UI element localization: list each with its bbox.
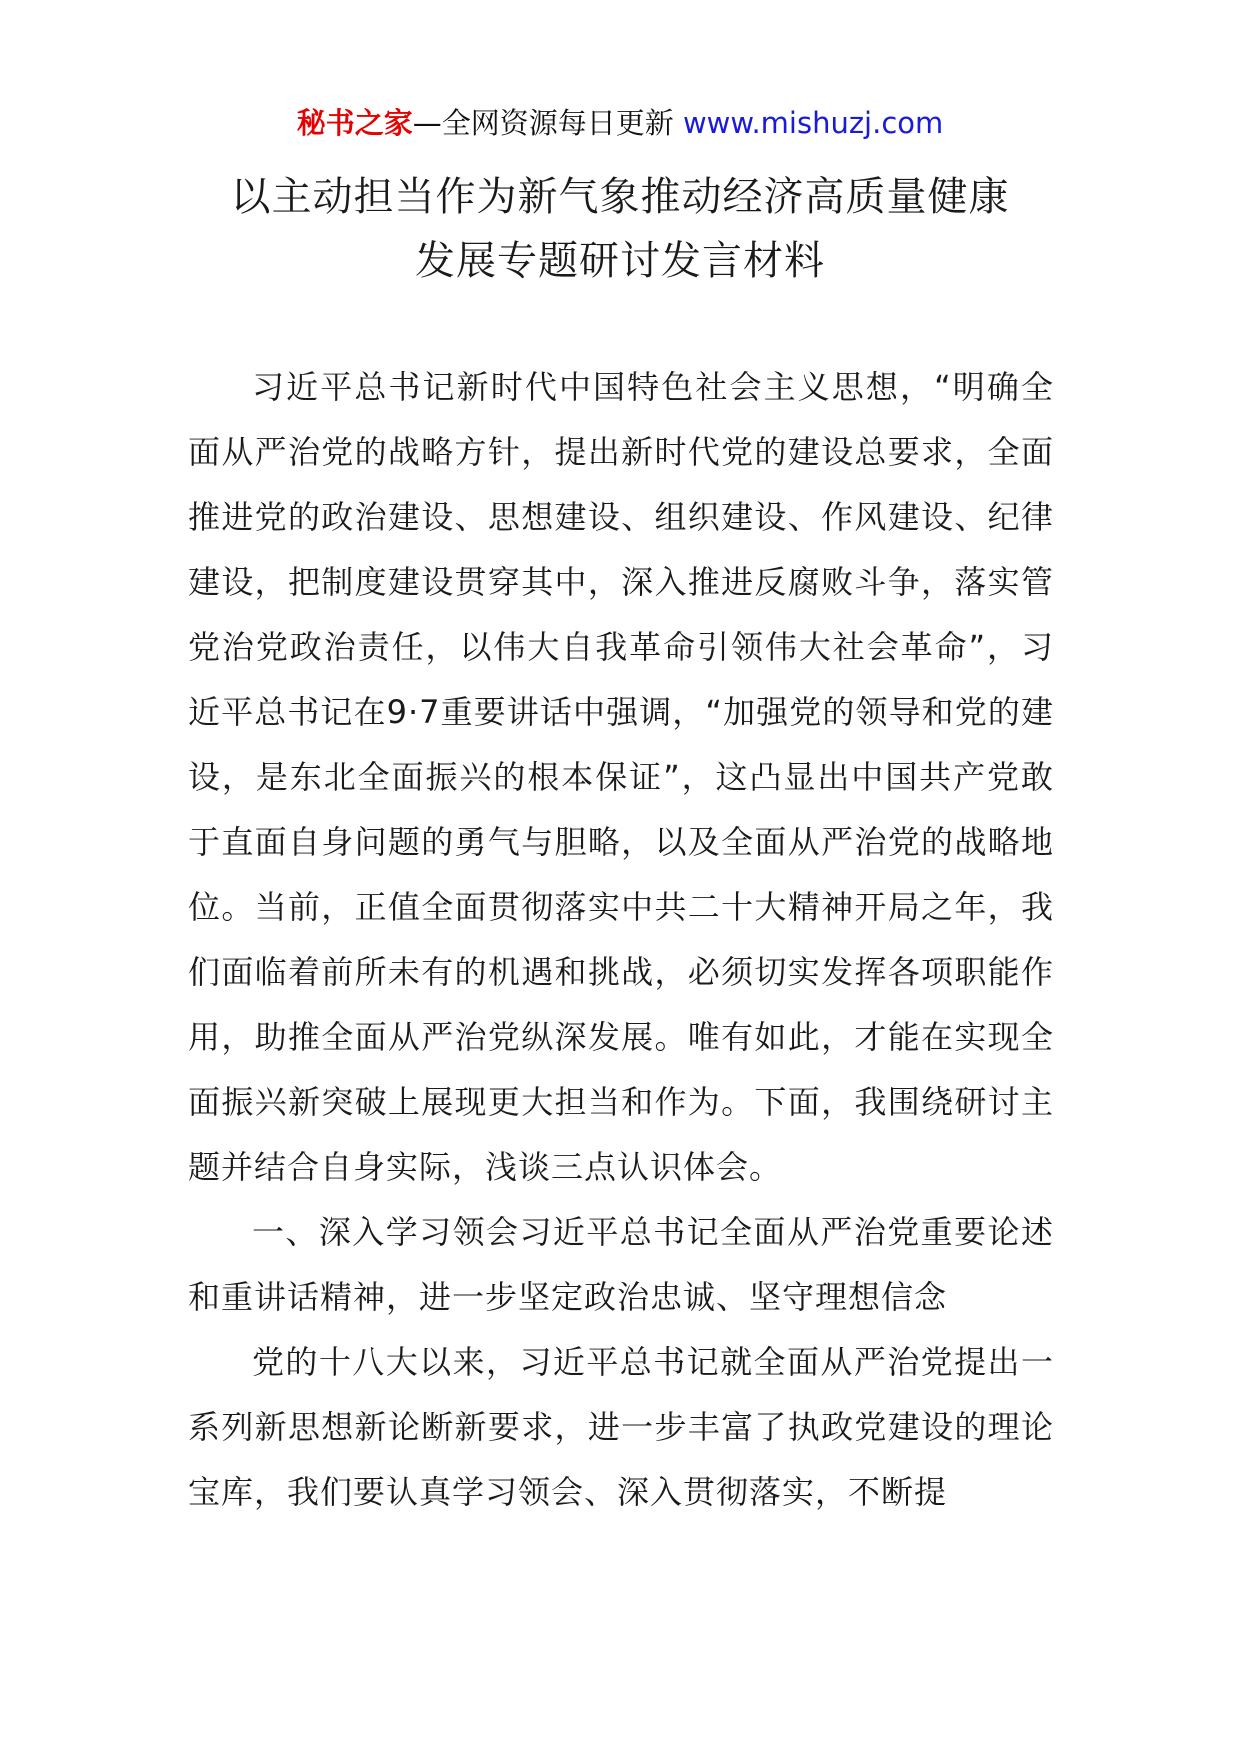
section-1-paragraph: 党的十八大以来，习近平总书记就全面从严治党提出一系列新思想新论断新要求，进一步丰富了执政党建设的理论宝库，我们要认真学习领会、深入贯彻落实，不断提 — [188, 1343, 1054, 1511]
title-line-1: 以主动担当作为新气象推动经济高质量健康 — [230, 174, 1010, 220]
intro-paragraph: 习近平总书记新时代中国特色社会主义思想，“明确全面从严治党的战略方针，提出新时代党的建设总要求，全面推进党的政治建设、思想建设、组织建设、作风建设、纪律建设，把制度建设贯穿其中，深入推进反腐败斗争，落实管党治党政治责任，以伟大自我革命引领伟大社会革命”，习近平总书记在9·7重要讲话中强调，“加强党的领导和党的建设，是东北全面振兴的根本保证”，这凸显出中国共产党敢于直面自身问题的勇气与胆略，以及全面从严治党的战略地位。当前，正值全面贯彻落实中共二十大精神开局之年，我们面临着前所未有的机遇和挑战，必须切实发挥各项职能作用，助推全面从严治党纵深发展。唯有如此，才能在实现全面振兴新突破上展现更大担当和作为。下面，我围绕研讨主题并结合自身实际，浅谈三点认识体会。 — [188, 368, 1054, 1186]
brand-name: 秘书之家 — [296, 106, 413, 140]
site-url-link[interactable]: www.mishuzj.com — [682, 106, 944, 140]
section-heading-1: 一、深入学习领会习近平总书记全面从严治党重要论述和重讲话精神，进一步坚定政治忠诚、坚守理想信念 — [188, 1213, 1054, 1316]
document-body — [188, 355, 1054, 1525]
site-header — [0, 103, 1240, 143]
title-line-2: 发展专题研讨发言材料 — [415, 238, 825, 284]
document-title — [0, 165, 1240, 293]
header-tagline: —全网资源每日更新 — [412, 106, 674, 140]
